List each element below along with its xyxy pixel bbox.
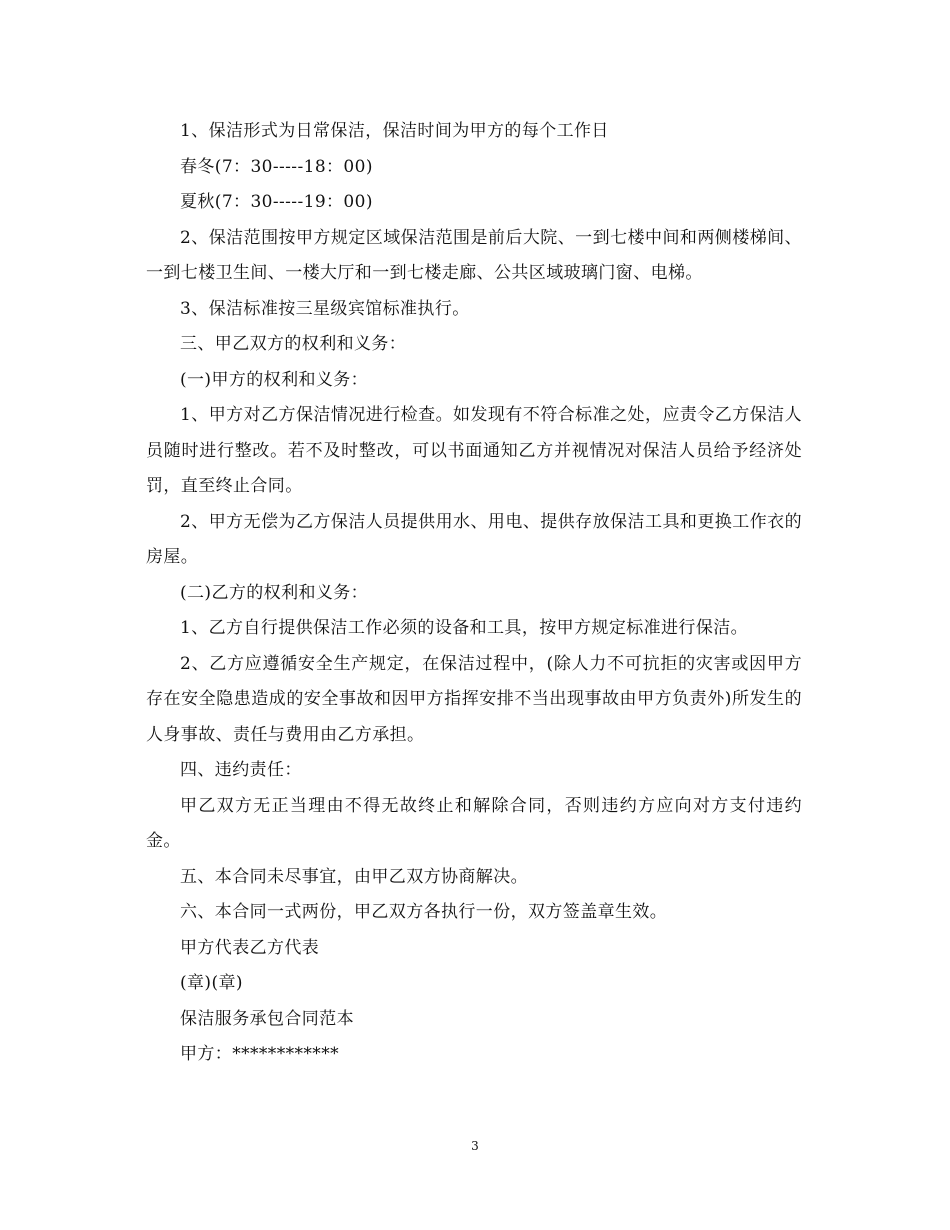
paragraph-cleaning-form: 1、保洁形式为日常保洁，保洁时间为甲方的每个工作日 [180,121,609,141]
page-number: 3 [471,1139,479,1153]
section-heading-rights-obligations: 三、甲乙双方的权利和义务： [180,334,407,354]
document-body [146,114,802,1073]
paragraph-unresolved-matters: 五、本合同未尽事宜，由甲乙双方协商解决。 [180,866,528,887]
signature-representatives: 甲方代表乙方代表 [180,937,320,958]
paragraph-contract-copies: 六、本合同一式两份，甲乙双方各执行一份，双方签盖章生效。 [180,902,668,922]
subsection-heading-party-b: (二)乙方的权利和义务： [180,582,369,603]
signature-seals: (章)(章) [180,973,243,993]
paragraph-party-a-inspection: 1、甲方对乙方保洁情况进行检查。如发现有不符合标准之处，应责令乙方保洁人员随时进行整改。若不及时整改，可以书面通知乙方并视情况对保洁人员给予经济处罚，直至终止合同。 [146,405,802,496]
paragraph-cleaning-standard: 3、保洁标准按三星级宾馆标准执行。 [180,298,470,319]
subsection-heading-party-a: (一)甲方的权利和义务： [180,369,369,390]
paragraph-party-b-equipment: 1、乙方自行提供保洁工作必须的设备和工具，按甲方规定标准进行保洁。 [180,618,749,638]
contract-template-title: 保洁服务承包合同范本 [180,1008,354,1029]
paragraph-breach-penalty: 甲乙双方无正当理由不得无故终止和解除合同，否则违约方应向对方支付违约金。 [146,795,802,851]
section-heading-liability: 四、违约责任： [180,760,302,780]
party-a-line: 甲方：************ [180,1044,339,1064]
paragraph-spring-winter-hours: 春冬(7：30-----18：00) [180,156,373,177]
paragraph-party-b-safety: 2、乙方应遵循安全生产规定，在保洁过程中，(除人力不可抗拒的灾害或因甲方存在安全隐患造成的安全事故和因甲方指挥安排不当出现事故由甲方负责外)所发生的人身事故、责任与费用由乙方承担。 [146,653,802,745]
paragraph-cleaning-scope: 2、保洁范围按甲方规定区域保洁范围是前后大院、一到七楼中间和两侧楼梯间、一到七楼卫生间、一楼大厅和一到七楼走廊、公共区域玻璃门窗、电梯。 [146,227,802,283]
paragraph-party-a-facilities: 2、甲方无偿为乙方保洁人员提供用水、用电、提供存放保洁工具和更换工作衣的房屋。 [146,511,802,567]
paragraph-summer-autumn-hours: 夏秋(7：30-----19：00) [180,192,373,212]
